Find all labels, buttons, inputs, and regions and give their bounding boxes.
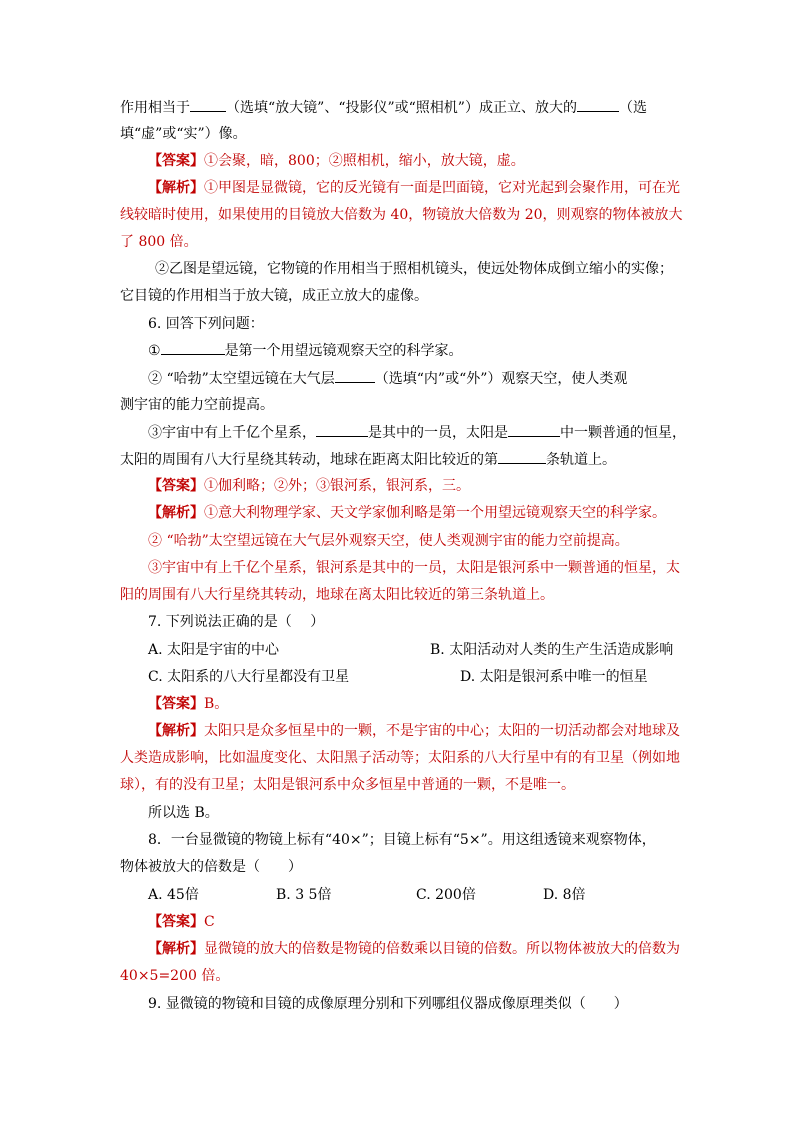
q5-text: 作用相当于: [120, 100, 190, 116]
q6-part-3: [148, 422, 686, 443]
answer-blank[interactable]: [577, 97, 619, 112]
answer-text: ①会聚，暗，800；②照相机，缩小，放大镜，虚。: [204, 153, 525, 169]
q6-text: 是其中的一员，太阳是: [368, 425, 508, 441]
q7-option-a[interactable]: A. 太阳是宇宙的中心: [148, 642, 280, 658]
analysis-text: 显微镜的放大的倍数是物镜的倍数乘以目镜的倍数。所以物体被放大的倍数为: [204, 941, 680, 957]
q6-part-1: [148, 340, 463, 361]
q5-analysis-line-1: [148, 178, 680, 198]
q5-analysis-line-4: ②乙图是望远镜，它物镜的作用相当于照相机镜头，使远处物体成倒立缩小的实像；: [155, 261, 673, 277]
q6-text: 中一颗普通的恒星，: [560, 425, 686, 441]
q5-fill-line-1: [120, 97, 647, 118]
q8-option-d[interactable]: D. 8倍: [543, 887, 586, 903]
q9-stem: 9. 显微镜的物镜和目镜的成像原理分别和下列哪组仪器成像原理类似（ ）: [148, 996, 628, 1012]
analysis-text: 太阳只是众多恒星中的一颗，不是宇宙的中心；太阳的一切活动都会对地球及: [204, 723, 680, 739]
q5-analysis-line-2: 线较暗时使用，如果使用的目镜放大倍数为 40，物镜放大倍数为 20，则观察的物体被放大: [120, 207, 683, 223]
answer-blank[interactable]: [316, 422, 368, 437]
q8-option-b[interactable]: B. 3 5倍: [276, 887, 332, 903]
q6-analysis-line-2: ② “哈勃”太空望远镜在大气层外观察天空，使人类观测宇宙的能力空前提高。: [148, 533, 629, 549]
q7-option-c[interactable]: C. 太阳系的八大行星都没有卫星: [148, 669, 350, 685]
q7-analysis-line-2: 人类造成影响，比如温度变化、太阳黑子活动等；太阳系的八大行星中有的有卫星（例如地: [120, 750, 680, 766]
analysis-text: ①意大利物理学家、天文学家伽利略是第一个用望远镜观察天空的科学家。: [204, 505, 666, 521]
analysis-tag: 【解析】: [148, 723, 204, 739]
q7-analysis-line-3: 球），有的没有卫星；太阳是银河系中众多恒星中普通的一颗，不是唯一。: [120, 777, 575, 793]
q6-part-2: [148, 368, 627, 389]
analysis-tag: 【解析】: [148, 941, 204, 957]
q6-text: ①: [148, 343, 161, 359]
q5-text: （选: [618, 100, 647, 116]
q7-option-d[interactable]: D. 太阳是银河系中唯一的恒星: [460, 669, 648, 685]
answer-text: C: [204, 914, 215, 930]
answer-blank[interactable]: [161, 340, 225, 355]
q6-stem: 6. 回答下列问题：: [148, 316, 264, 332]
answer-blank[interactable]: [190, 97, 226, 112]
q7-conclusion: 所以选 B。: [148, 805, 219, 821]
q7-option-b[interactable]: B. 太阳活动对人类的生产生活造成影响: [430, 642, 674, 658]
q5-analysis-line-3: 了 800 倍。: [120, 234, 198, 250]
q6-analysis-line-4: 阳的周围有八大行星绕其转动，地球在离太阳比较近的第三条轨道上。: [120, 587, 554, 603]
answer-tag: 【答案】: [148, 696, 204, 712]
q6-answer: [148, 476, 470, 496]
q6-text: （选填“内”或“外”）观察天空，使人类观: [374, 371, 628, 387]
analysis-tag: 【解析】: [148, 180, 204, 196]
q8-analysis-line-2: 40×5=200 倍。: [120, 968, 230, 984]
answer-blank[interactable]: [508, 422, 560, 437]
q6-text: 太阳的周围有八大行星绕其转动，地球在距离太阳比较近的第: [120, 452, 498, 468]
q5-answer: [148, 151, 525, 171]
answer-tag: 【答案】: [148, 153, 204, 169]
q5-analysis-line-5: 它目镜的作用相当于放大镜，成正立放大的虚像。: [120, 288, 428, 304]
answer-text: ①伽利略；②外；③银河系，银河系，三。: [204, 478, 470, 494]
q8-stem-line-2: 物体被放大的倍数是（ ）: [120, 859, 302, 875]
q6-text: ② “哈勃”太空望远镜在大气层: [148, 371, 335, 387]
q8-option-a[interactable]: A. 45倍: [148, 887, 199, 903]
answer-blank[interactable]: [498, 449, 546, 464]
answer-text: B。: [204, 696, 229, 712]
q6-analysis-line-3: ③宇宙中有上千亿个星系，银河系是其中的一员，太阳是银河系中一颗普通的恒星，太: [148, 560, 680, 576]
q8-analysis-line-1: [148, 939, 680, 959]
analysis-tag: 【解析】: [148, 505, 204, 521]
q6-text: ③宇宙中有上千亿个星系，: [148, 425, 316, 441]
q7-analysis-line-1: [148, 721, 680, 741]
q5-text: （选填“放大镜”、“投影仪”或“照相机”）成正立、放大的: [226, 100, 577, 116]
q6-text: 是第一个用望远镜观察天空的科学家。: [224, 343, 463, 359]
q7-stem: 7. 下列说法正确的是（ ）: [148, 614, 325, 630]
answer-blank[interactable]: [335, 368, 375, 383]
q6-part-3b: [120, 449, 616, 470]
analysis-text: ①甲图是显微镜，它的反光镜有一面是凹面镜，它对光起到会聚作用，可在光: [204, 180, 680, 196]
q8-answer: [148, 912, 215, 932]
q6-text: 条轨道上。: [546, 452, 616, 468]
q5-fill-line-2: 填“虚”或“实”）像。: [120, 126, 247, 142]
q6-part-2b: 测宇宙的能力空前提高。: [120, 397, 274, 413]
q8-stem-line-1: 8．一台显微镜的物镜上标有“40×”；目镜上标有“5×”。用这组透镜来观察物体，: [148, 832, 656, 848]
answer-tag: 【答案】: [148, 478, 204, 494]
q8-option-c[interactable]: C. 200倍: [416, 887, 476, 903]
answer-tag: 【答案】: [148, 914, 204, 930]
q6-analysis-line-1: [148, 503, 666, 523]
q7-answer: [148, 694, 228, 714]
